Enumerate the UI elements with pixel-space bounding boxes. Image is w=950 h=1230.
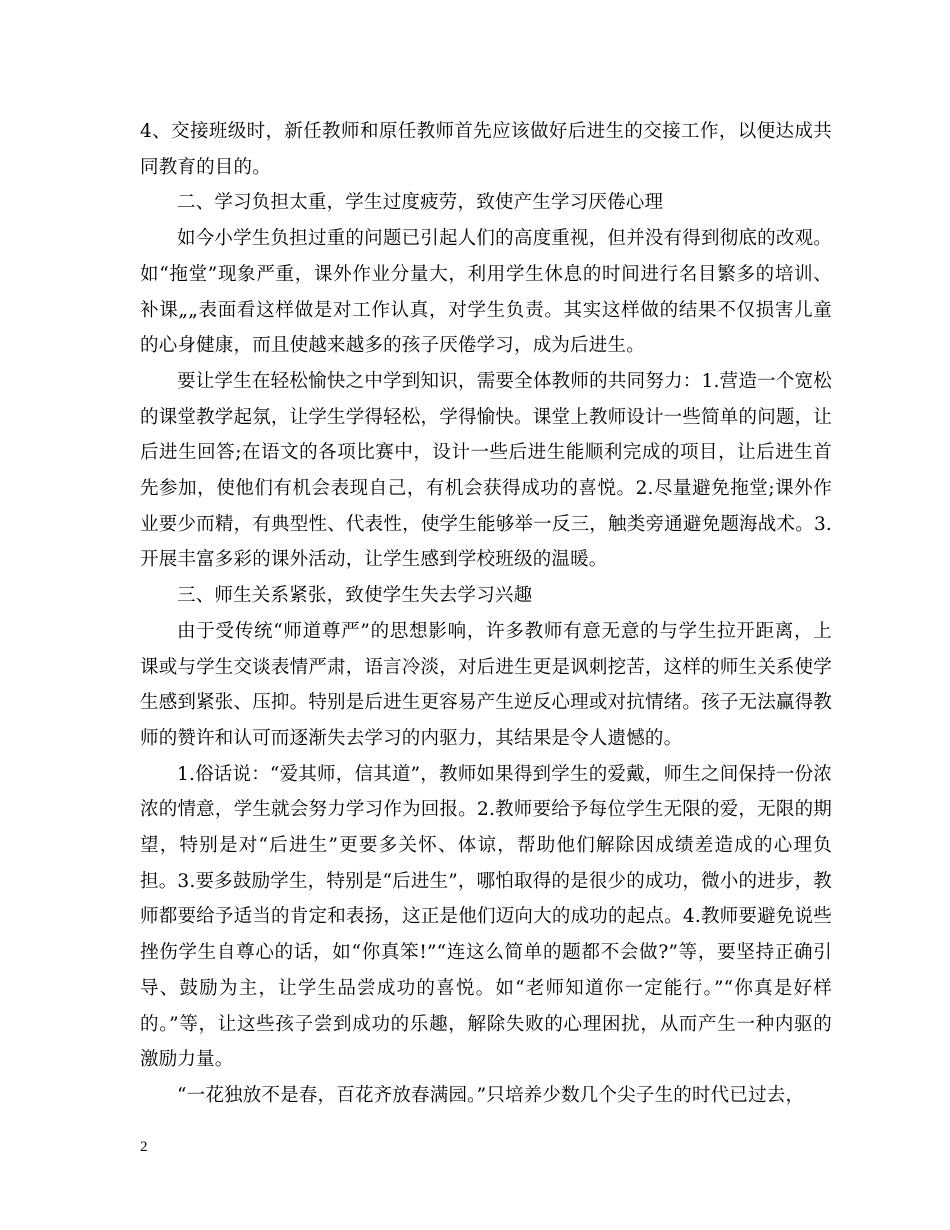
paragraph-closing: “一花独放不是春，百花齐放春满园。”只培养少数几个尖子生的时代已过去， [177, 1084, 805, 1106]
heading-section-three: 三、师生关系紧张，致使学生失去学习兴趣 [177, 585, 533, 607]
document-body [140, 114, 832, 1114]
paragraph-burden: 如今小学生负担过重的问题已引起人们的高度重视，但并没有得到彻底的改观。如“拖堂”现象严重，课外作业分量大，利用学生休息的时间进行名目繁多的培训、补课„„表面看这样做是对工作认真，对学生负责。其实这样做的结果不仅损害儿童的心身健康，而且使越来越多的孩子厌倦学习，成为后进生。 [140, 228, 832, 357]
heading-section-two: 二、学习负担太重，学生过度疲劳，致使产生学习厌倦心理 [177, 192, 664, 214]
paragraph-handover: 4、交接班级时，新任教师和原任教师首先应该做好后进生的交接工作，以便达成共同教育的目的。 [140, 121, 832, 178]
paragraph-encouragement: 1.俗话说：“爱其师，信其道”，教师如果得到学生的爱戴，师生之间保持一份浓浓的情意，学生就会努力学习作为回报。2.教师要给予每位学生无限的爱，无限的期望，特别是对“后进生”更要多关怀、体谅，帮助他们解除因成绩差造成的心理负担。3.要多鼓励学生，特别是“后进生”，哪怕取得的是很少的成功，微小的进步，教师都要给予适当的肯定和表扬，这正是他们迈向大的成功的起点。4.教师要避免说些挫伤学生自尊心的话，如“你真笨!”“连这么简单的题都不会做?”等，要坚持正确引导、鼓励为主，让学生品尝成功的喜悦。如“老师知道你一定能行。”“你真是好样的。”等，让这些孩子尝到成功的乐趣，解除失败的心理困扰，从而产生一种内驱的激励力量。 [140, 763, 832, 1071]
paragraph-relaxed-learning: 要让学生在轻松愉快之中学到知识，需要全体教师的共同努力：1.营造一个宽松的课堂教学起氛，让学生学得轻松，学得愉快。课堂上教师设计一些简单的问题，让后进生回答;在语文的各项比赛中，设计一些后进生能顺利完成的项目，让后进生首先参加，使他们有机会表现自己，有机会获得成功的喜悦。2.尽量避免拖堂;课外作业要少而精，有典型性、代表性，使学生能够举一反三，触类旁通避免题海战术。3.开展丰富多彩的课外活动，让学生感到学校班级的温暖。 [140, 370, 832, 571]
page-number: 2 [140, 1139, 148, 1155]
paragraph-relationship: 由于受传统“师道尊严”的思想影响，许多教师有意无意的与学生拉开距离，上课或与学生交谈表情严肃，语言冷淡，对后进生更是讽刺挖苦，这样的师生关系使学生感到紧张、压抑。特别是后进生更容易产生逆反心理或对抗情绪。孩子无法赢得教师的赞许和认可而逐渐失去学习的内驱力，其结果是令人遗憾的。 [140, 620, 832, 749]
